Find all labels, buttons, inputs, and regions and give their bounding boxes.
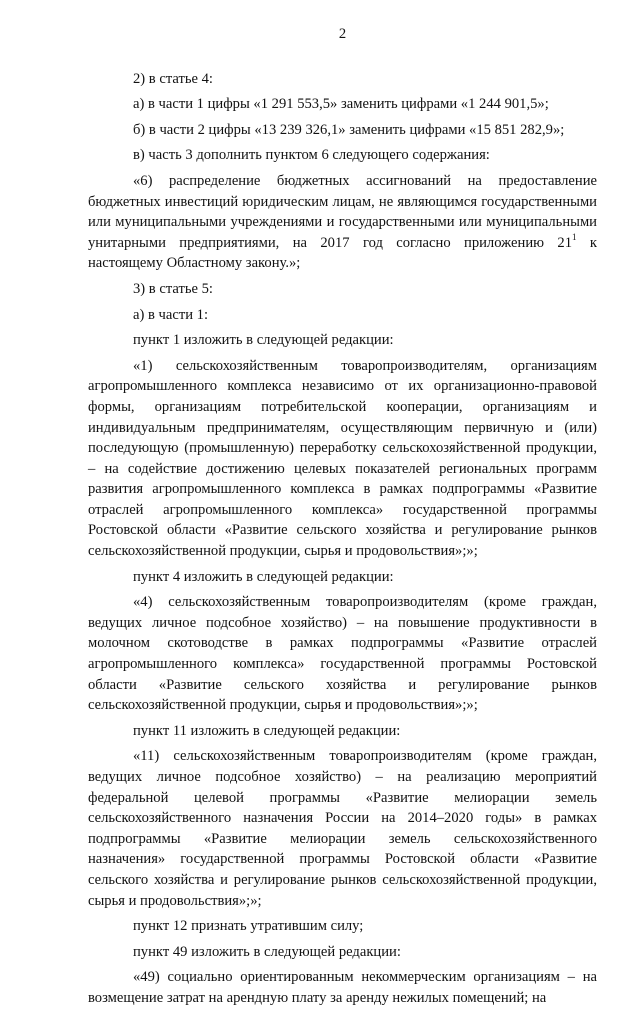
item-6-tail: к настоящему Областному закону.»; xyxy=(88,234,597,272)
paragraph-item-11-intro: пункт 11 изложить в следующей редакции: xyxy=(133,722,401,739)
paragraph-item-12-void: пункт 12 признать утратившим силу; xyxy=(133,918,364,935)
paragraph-item-49-intro: пункт 49 изложить в следующей редакции: xyxy=(133,943,401,960)
paragraph-item-4-quote: «4) сельскохозяйственным товаропроизводителям (кроме граждан, ведущих личное подсобное хозяйство) – на повышение продуктивности в молочном скотоводстве в рамках подпрограммы «Развитие отраслей агропромышленного комплекса» государственной программы Ростовской области «Развитие сельского хозяйства и регулирование рынков сельскохозяйственной продукции, сырья и продовольствия»;»; xyxy=(88,594,597,714)
paragraph-part-2-digits: б) в части 2 цифры «13 239 326,1» заменить цифрами «15 851 282,9»; xyxy=(133,121,565,138)
paragraph-item-1-intro: пункт 1 изложить в следующей редакции: xyxy=(133,332,394,349)
paragraph-item-4-intro: пункт 4 изложить в следующей редакции: xyxy=(133,568,394,585)
paragraph-part-3-supplement: в) часть 3 дополнить пунктом 6 следующего содержания: xyxy=(133,147,490,164)
paragraph-article-5: 3) в статье 5: xyxy=(133,280,213,297)
paragraph-item-1-quote: «1) сельскохозяйственным товаропроизводителям, организациям агропромышленного комплекса независимо от их организационно-правовой формы, организациям потребительской кооперации, организациям и индивидуальным предпринимателям, осуществляющим первичную и (или) последующую (промышленную) переработку сельскохозяйственной продукции, – на содействие достижению целевых показателей региональных программ развития агропромышленного комплекса в рамках подпрограммы «Развитие отраслей агропромышленного комплекса» государственной программы Ростовской области «Развитие сельского хозяйства и регулирование рынков сельскохозяйственной продукции, сырья и продовольствия»;»; xyxy=(88,357,597,560)
paragraph-item-11-quote: «11) сельскохозяйственным товаропроизводителям (кроме граждан, ведущих личное подсобное хозяйство) – на реализацию мероприятий федеральной целевой программы «Развитие мелиорации земель сельскохозяйственного назначения России на 2014–2020 годы» в рамках подпрограммы «Развитие мелиорации земель сельскохозяйственного назначения» государственной программы Ростовской области «Развитие сельского хозяйства и регулирование рынков сельскохозяйственной продукции, сырья и продовольствия»;»; xyxy=(88,748,597,909)
paragraph-item-49-quote: «49) социально ориентированным некоммерческим организациям – на возмещение затрат на арендную плату за аренду нежилых помещений; на xyxy=(88,969,597,1006)
paragraph-part-1-digits: а) в части 1 цифры «1 291 553,5» заменить цифрами «1 244 901,5»; xyxy=(133,96,549,113)
page-number: 2 xyxy=(338,26,347,42)
paragraph-part-1: а) в части 1: xyxy=(133,306,209,323)
appendix-superscript: 1 xyxy=(572,231,577,242)
paragraph-article-4: 2) в статье 4: xyxy=(133,70,213,87)
paragraph-item-6-quote xyxy=(88,171,597,274)
item-6-text: «6) распределение бюджетных ассигнований на предоставление бюджетных инвестиций юридическим лицам, не являющимся государственными или муниципальными учреждениями и государственными или муниципальными унитарными предприятиями, на 2017 год согласно приложению 21 xyxy=(88,172,597,251)
